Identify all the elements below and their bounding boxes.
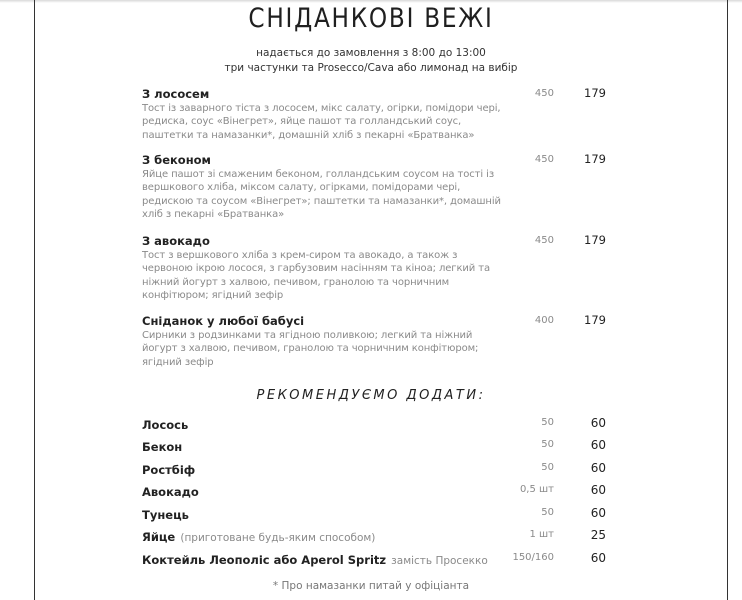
item-description: Тост з вершкового хліба з крем-сиром та авокадо, а також з червоною ікрою лосося, з гарбузовим насінням та кіноа; легкий та ніжний йогурт з халвою, печивом, гранолою та чорничним конфітюром; ягідний зефір <box>142 250 491 301</box>
addon-qty: 50 <box>541 507 554 518</box>
menu-item-bacon <box>142 152 612 221</box>
addon-note: замість Просекко <box>391 555 488 567</box>
addon-row <box>142 504 612 522</box>
addon-name: Коктейль Леополіс або Aperol Spritz <box>142 553 387 567</box>
addon-qty: 50 <box>541 439 554 450</box>
addon-row <box>142 526 612 544</box>
addon-row <box>142 459 612 477</box>
item-name: З авокадо <box>142 234 210 248</box>
addons-heading: РЕКОМЕНДУЄМО ДОДАТИ: <box>256 388 486 403</box>
addon-name: Ростбіф <box>142 463 196 477</box>
addon-qty: 50 <box>541 417 554 428</box>
addon-row <box>142 481 612 499</box>
addon-note: (приготоване будь-яким способом) <box>180 532 376 544</box>
subtitle-offer: три частунки та Prosecco/Cava або лимонад на вибір <box>224 62 518 74</box>
addon-row <box>142 549 612 567</box>
addon-row <box>142 436 612 454</box>
item-description: Сирники з родзинками та ягідною поливкою; легкий та ніжний йогурт з халвою, печивом, гранолою та чорничним конфітюром; ягідний зефір <box>142 330 479 368</box>
addon-qty: 150/160 <box>512 552 554 563</box>
item-price: 179 <box>584 313 606 327</box>
item-description: Яйце пашот зі смаженим беконом, голландським соусом на тості із вершкового хліба, міксом салату, огірками, помідорами чері, редискою та соусом «Вінегрет»; паштетки та намазанки*, домашній хліб з пекарні «Братванка» <box>142 169 501 220</box>
addon-name: Яйце <box>142 530 176 544</box>
item-name: З лососем <box>142 87 210 101</box>
addon-qty: 1 шт <box>529 529 554 540</box>
item-price: 179 <box>584 152 606 166</box>
frame-border-right <box>727 0 728 600</box>
addon-name: Авокадо <box>142 485 199 499</box>
addon-price: 60 <box>590 416 606 430</box>
menu-item-avocado <box>142 233 612 302</box>
addon-name: Бекон <box>142 440 183 454</box>
item-price: 179 <box>584 233 606 247</box>
footnote: * Про намазанки питай у офіціанта <box>272 580 470 592</box>
addon-price: 60 <box>590 506 606 520</box>
addon-name: Лосось <box>142 418 189 432</box>
menu-item-salmon <box>142 86 612 142</box>
page-title: СНІДАНКОВІ ВЕЖІ <box>248 3 494 34</box>
addon-price: 60 <box>590 438 606 452</box>
addon-price: 60 <box>590 551 606 565</box>
menu-item-grandma <box>142 313 612 369</box>
addon-price: 25 <box>590 528 606 542</box>
addon-qty: 0,5 шт <box>519 484 554 495</box>
addon-name: Тунець <box>142 508 189 522</box>
addon-price: 60 <box>590 461 606 475</box>
addon-price: 60 <box>590 483 606 497</box>
item-weight: 450 <box>534 154 554 165</box>
item-name: З беконом <box>142 153 211 167</box>
item-weight: 450 <box>534 235 554 246</box>
item-description: Тост із заварного тіста з лососем, мікс салату, огірки, помідори чері, редиска, соус «Вінегрет», яйце пашот та голландський соус, паштетки та намазанки*, домашній хліб з пекарні «Братванка» <box>142 103 501 141</box>
frame-border-left <box>34 0 35 600</box>
addon-row <box>142 414 612 432</box>
item-price: 179 <box>584 86 606 100</box>
item-weight: 400 <box>534 315 554 326</box>
item-weight: 450 <box>534 88 554 99</box>
item-name: Сніданок у любої бабусі <box>142 314 305 328</box>
subtitle-hours: надається до замовлення з 8:00 до 13:00 <box>256 47 486 59</box>
addon-qty: 50 <box>541 462 554 473</box>
